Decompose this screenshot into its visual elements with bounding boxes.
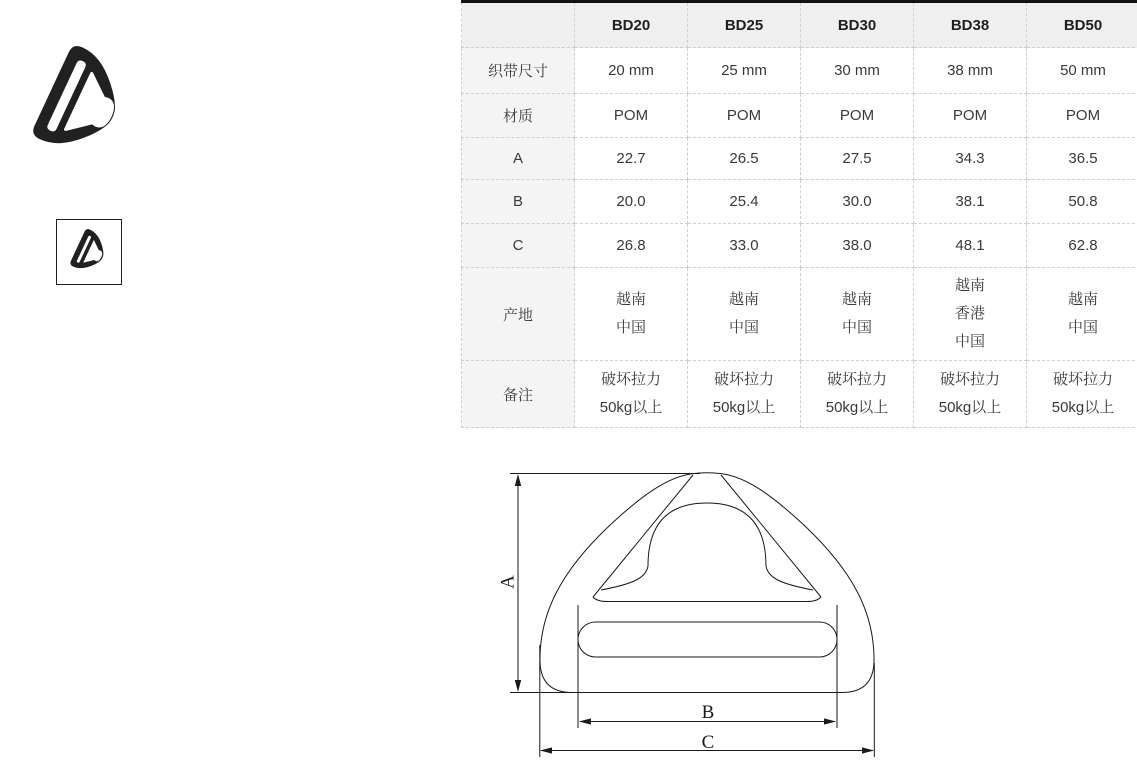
table-cell: 33.0 (688, 224, 801, 268)
row-label: 织带尺寸 (462, 48, 575, 94)
table-cell: 越南 中国 (575, 268, 688, 361)
row-label: 产地 (462, 268, 575, 361)
buckle-outer-contour (540, 473, 874, 693)
table-cell: 27.5 (801, 138, 914, 180)
table-row (462, 48, 1137, 94)
column-header-bd30: BD30 (801, 2, 914, 48)
column-header-bd25: BD25 (688, 2, 801, 48)
table-cell: 越南 中国 (688, 268, 801, 361)
table-cell: 62.8 (1027, 224, 1137, 268)
table-cell: 26.5 (688, 138, 801, 180)
table-cell: 破坏拉力 50kg以上 (1027, 361, 1137, 428)
column-header-bd20: BD20 (575, 2, 688, 48)
table-cell: 破坏拉力 50kg以上 (801, 361, 914, 428)
buckle-photo-graphic (25, 42, 140, 166)
row-label: B (462, 180, 575, 224)
dimension-drawing (495, 460, 890, 762)
table-cell: 20.0 (575, 180, 688, 224)
table-cell: POM (801, 94, 914, 138)
spec-table-header-row (462, 2, 1137, 48)
arrow-b-right (824, 718, 836, 724)
product-photo (25, 42, 140, 166)
table-cell: 38 mm (914, 48, 1027, 94)
table-row (462, 180, 1137, 224)
table-cell: 48.1 (914, 224, 1027, 268)
opening-left-side (593, 475, 693, 597)
table-row (462, 138, 1137, 180)
table-cell: POM (688, 94, 801, 138)
table-cell: POM (1027, 94, 1137, 138)
table-cell: 25 mm (688, 48, 801, 94)
table-cell: 破坏拉力 50kg以上 (914, 361, 1027, 428)
table-cell: 38.0 (801, 224, 914, 268)
product-thumbnail[interactable] (56, 219, 122, 285)
row-label: A (462, 138, 575, 180)
table-row (462, 268, 1137, 361)
table-cell: 26.8 (575, 224, 688, 268)
table-cell: 越南 香港 中国 (914, 268, 1027, 361)
table-cell: 破坏拉力 50kg以上 (575, 361, 688, 428)
opening-dome (648, 503, 766, 566)
buckle-thumbnail-graphic (57, 220, 121, 284)
arrow-c-right (862, 747, 874, 753)
table-cell: 越南 中国 (801, 268, 914, 361)
table-cell: 30 mm (801, 48, 914, 94)
dim-label-c: C (701, 732, 715, 753)
dimension-diagram (495, 460, 890, 762)
table-cell: 20 mm (575, 48, 688, 94)
row-label: 材质 (462, 94, 575, 138)
spec-table-body (462, 48, 1137, 428)
table-cell: 50 mm (1027, 48, 1137, 94)
webbing-slot (578, 622, 837, 657)
arrow-b-left (579, 718, 591, 724)
column-header-bd38: BD38 (914, 2, 1027, 48)
corner-header-cell (462, 2, 575, 48)
table-cell: POM (914, 94, 1027, 138)
table-row (462, 224, 1137, 268)
table-cell: 25.4 (688, 180, 801, 224)
table-cell: 34.3 (914, 138, 1027, 180)
opening-bottom (593, 597, 821, 602)
column-header-bd50: BD50 (1027, 2, 1137, 48)
table-cell: POM (575, 94, 688, 138)
arrow-a-top (515, 474, 521, 486)
spec-table (461, 0, 1137, 428)
dim-label-b: B (701, 702, 715, 723)
table-cell: 38.1 (914, 180, 1027, 224)
arrow-c-left (540, 747, 552, 753)
table-cell: 破坏拉力 50kg以上 (688, 361, 801, 428)
row-label: 备注 (462, 361, 575, 428)
table-cell: 22.7 (575, 138, 688, 180)
row-label: C (462, 224, 575, 268)
opening-right-side (721, 475, 821, 597)
table-row (462, 361, 1137, 428)
table-cell: 30.0 (801, 180, 914, 224)
dim-label-a: A (497, 575, 519, 589)
table-cell: 50.8 (1027, 180, 1137, 224)
arrow-a-bottom (515, 680, 521, 692)
table-row (462, 94, 1137, 138)
table-cell: 36.5 (1027, 138, 1137, 180)
table-cell: 越南 中国 (1027, 268, 1137, 361)
